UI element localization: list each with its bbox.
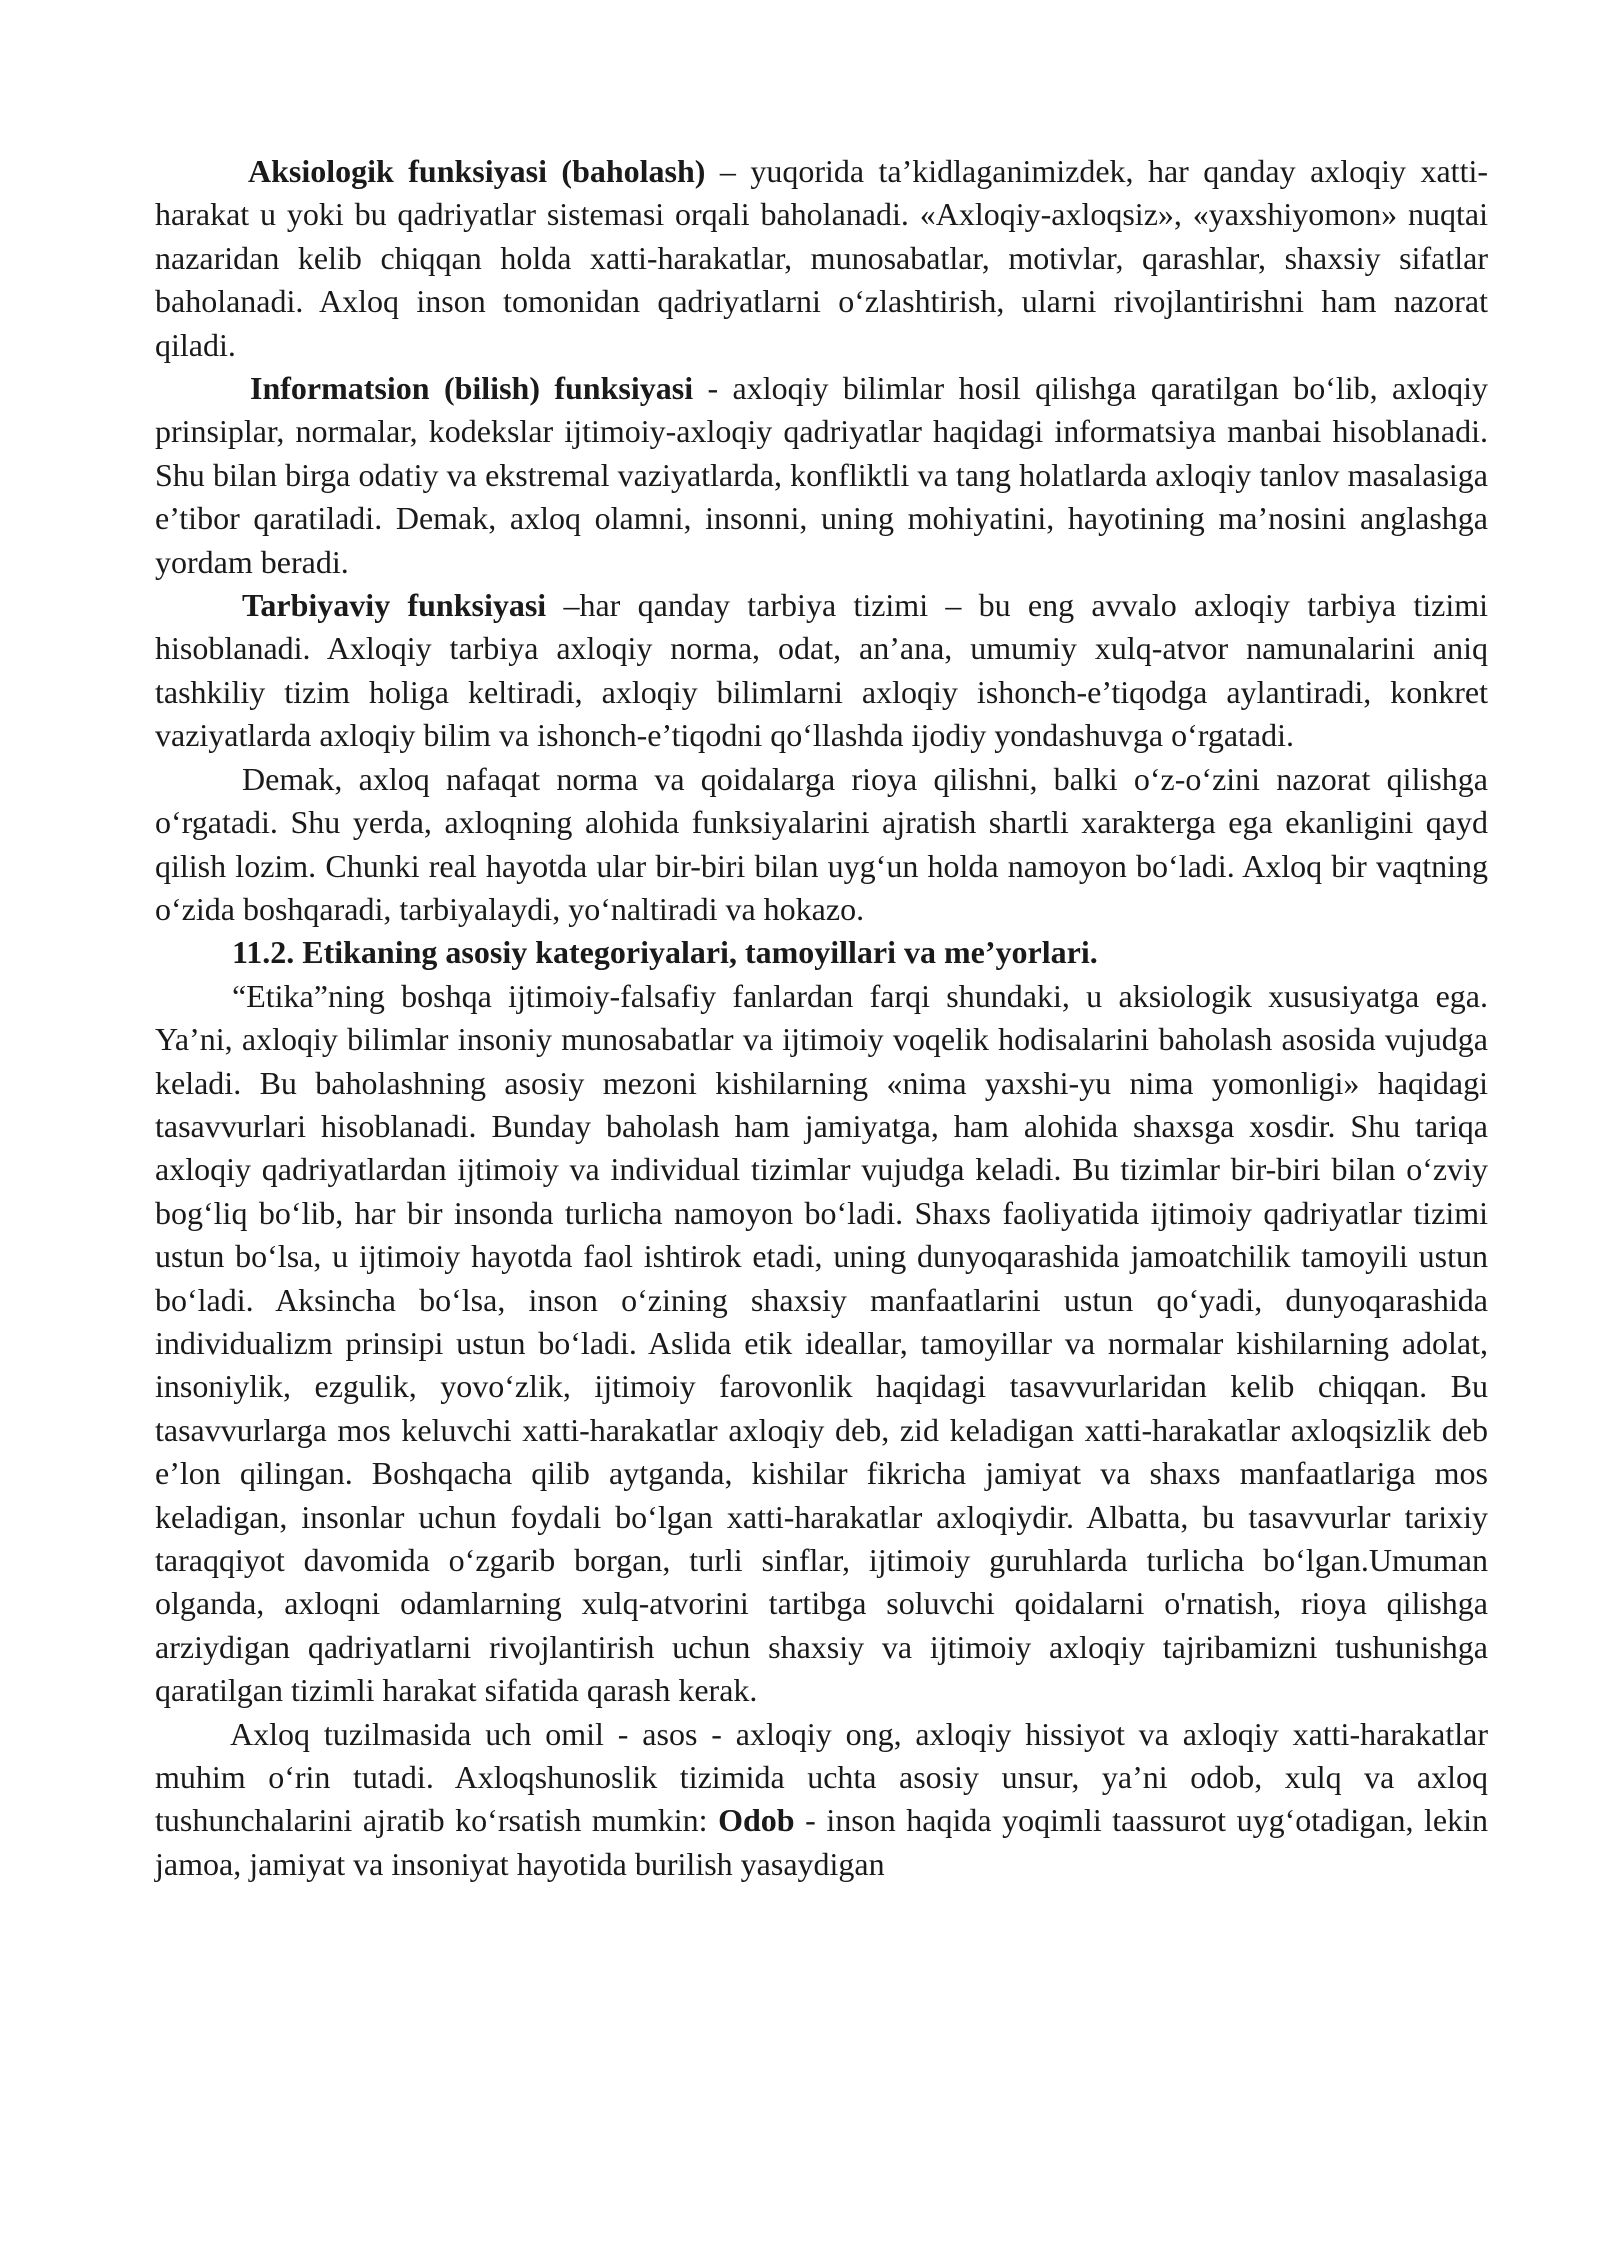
- paragraph-text: Axloq tuzilmasida uch omil - asos - axloqiy ong, axloqiy hissiyot va axloqiy xatti-harakatlar muhim oʻrin tutadi. Axloqshunoslik tizimida uchta asosiy unsur, ya’ni odob, xulq va axloq tushunchalarini ajratib koʻrsatish mumkin:: [155, 1715, 1488, 1839]
- paragraph-text: - axloqiy bilimlar hosil qilishga qaratilgan boʻlib, axloqiy prinsiplar, normalar, kodekslar ijtimoiy-axloqiy qadriyatlar haqidagi informatsiya manbai hisoblanadi. Shu bilan birga odatiy va ekstremal vaziyatlarda, konfliktli va tang holatlarda axloqiy tanlov masalasiga e’tibor qaratiladi. Demak, axloq olamni, insonni, uning mohiyatini, hayotining ma’nosini anglashga yordam beradi.: [155, 370, 1489, 580]
- paragraph-tarbiyaviy: [155, 584, 1488, 758]
- section-heading: 11.2. Etikaning asosiy kategoriyalari, tamoyillari va me’yorlari.: [232, 934, 1098, 971]
- paragraph-etika: [155, 975, 1488, 1713]
- term-informatsion: Informatsion (bilish) funksiyasi: [250, 370, 694, 407]
- term-aksiologik: Aksiologik funksiyasi (baholash): [248, 153, 706, 189]
- paragraph-tail: - inson haqida yoqimli taassurot uygʻotadigan, lekin jamoa, jamiyat va insoniyat hayotida burilish yasaydigan: [155, 1802, 1489, 1882]
- paragraph-informatsion: [155, 367, 1488, 584]
- paragraph-text: Demak, axloq nafaqat norma va qoidalarga rioya qilishni, balki oʻz-oʻzini nazorat qilishga oʻrgatadi. Shu yerda, axloqning alohida funksiyalarini ajratish shartli xarakterga ega ekanligini qayd qilish lozim. Chunki real hayotda ular bir-biri bilan uygʻun holda namoyon boʻladi. Axloq bir vaqtning oʻzida boshqaradi, tarbiyalaydi, yoʻnaltiradi va hokazo.: [155, 760, 1488, 927]
- term-tarbiyaviy: Tarbiyaviy funksiyasi: [242, 587, 547, 624]
- paragraph-demak: [155, 758, 1488, 932]
- paragraph-axloq-tuzilmasi: [155, 1713, 1488, 1887]
- paragraph-aksiologik: [155, 150, 1488, 367]
- document-page: [155, 150, 1488, 1886]
- paragraph-text: –har qanday tarbiya tizimi – bu eng avvalo axloqiy tarbiya tizimi hisoblanadi. Axloqiy tarbiya axloqiy norma, odat, an’ana, umumiy xulq-atvor namunalarini aniq tashkiliy tizim holiga keltiradi, axloqiy bilimlarni axloqiy ishonch-e’tiqodga aylantiradi, konkret vaziyatlarda axloqiy bilim va ishonch-e’tiqodni qoʻllashda ijodiy yondashuvga oʻrgatadi.: [155, 587, 1489, 754]
- term-odob: Odob: [718, 1802, 795, 1839]
- paragraph-text: “Etika”ning boshqa ijtimoiy-falsafiy fanlardan farqi shundaki, u aksiologik xususiyatga ega. Ya’ni, axloqiy bilimlar insoniy munosabatlar va ijtimoiy voqelik hodisalarini baholash asosida vujudga keladi. Bu baholashning asosiy mezoni kishilarning «nima yaxshi-yu nima yomonligi» haqidagi tasavvurlari hisoblanadi. Bunday baholash ham jamiyatga, ham alohida shaxsga xosdir. Shu tariqa axloqiy qadriyatlardan ijtimoiy va individual tizimlar vujudga keladi. Bu tizimlar bir-biri bilan oʻzviy bogʻliq boʻlib, har bir insonda turlicha namoyon boʻladi. Shaxs faoliyatida ijtimoiy qadriyatlar tizimi ustun boʻlsa, u ijtimoiy hayotda faol ishtirok etadi, uning dunyoqarashida jamoatchilik tamoyili ustun boʻladi. Aksincha boʻlsa, inson oʻzining shaxsiy manfaatlarini ustun qoʻyadi, dunyoqarashida individualizm prinsipi ustun boʻladi. Aslida etik ideallar, tamoyillar va normalar kishilarning adolat, insoniylik, ezgulik, yovoʻzlik, ijtimoiy farovonlik haqidagi tasavvurlaridan kelib chiqqan. Bu tasavvurlarga mos keluvchi xatti-harakatlar axloqiy deb, zid keladigan xatti-harakatlar axloqsizlik deb e’lon qilingan. Boshqacha qilib aytganda, kishilar fikricha jamiyat va shaxs manfaatlariga mos keladigan, insonlar uchun foydali boʻlgan xatti-harakatlar axloqiydir. Albatta, bu tasavvurlar tarixiy taraqqiyot davomida oʻzgarib borgan, turli sinflar, ijtimoiy guruhlarda turlicha boʻlgan.Umuman olganda, axloqni odamlarning xulq-atvorini tartibga soluvchi qoidalarni o'rnatish, rioya qilishga arziydigan qadriyatlarni rivojlantirish uchun shaxsiy va ijtimoiy axloqiy tajribamizni tushunishga qaratilgan tizimli harakat sifatida qarash kerak.: [155, 977, 1488, 1709]
- paragraph-text: – yuqorida ta’kidlaganimizdek, har qanday axloqiy xatti-harakat u yoki bu qadriyatlar sistemasi orqali baholanadi. «Axloqiy-axloqsiz», «yaxshiyomon» nuqtai nazaridan kelib chiqqan holda xatti-harakatlar, munosabatlar, motivlar, qarashlar, shaxsiy sifatlar baholanadi. Axloq inson tomonidan qadriyatlarni oʻzlashtirish, ularni rivojlantirishni ham nazorat qiladi.: [155, 153, 1489, 363]
